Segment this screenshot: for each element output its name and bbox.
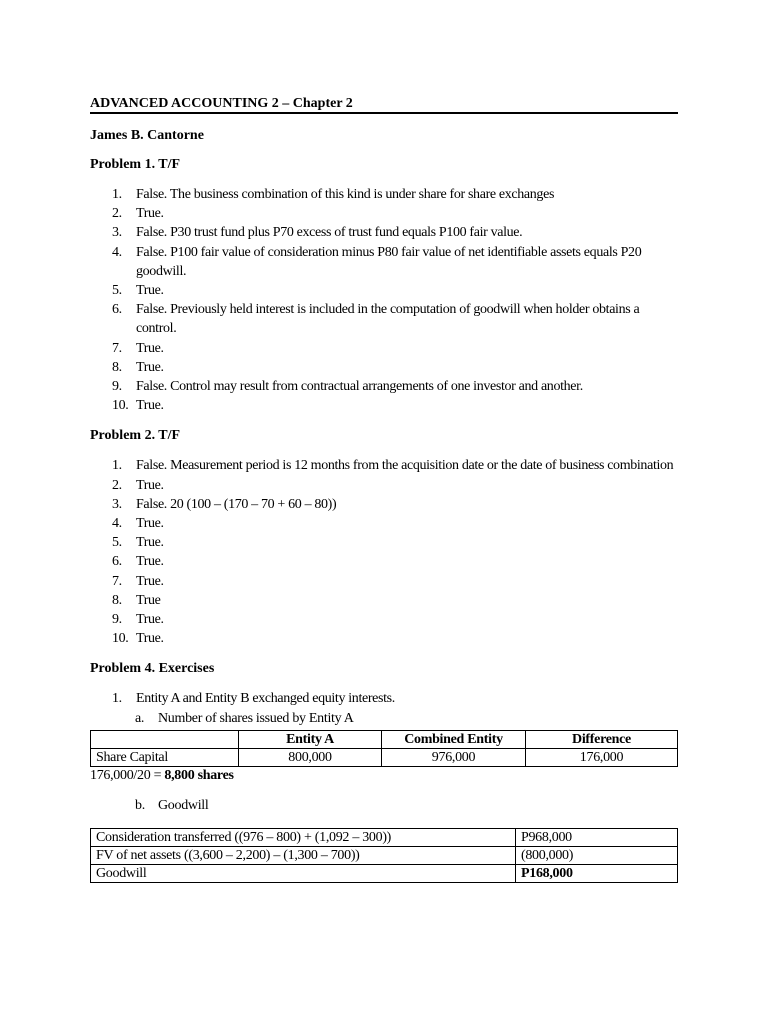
table-cell: Consideration transferred ((976 – 800) + (1,092 – 300)) <box>91 828 516 846</box>
calculation-result: 8,800 shares <box>164 767 234 783</box>
list-item <box>90 339 678 358</box>
table-cell: FV of net assets ((3,600 – 2,200) – (1,300 – 700)) <box>91 846 516 864</box>
goodwill-table <box>90 828 678 883</box>
table-row <box>91 748 678 766</box>
item-text: False. P100 fair value of consideration minus P80 fair value of net identifiable assets equals P20 goodwill. <box>136 244 642 279</box>
item-text: True. <box>136 206 164 222</box>
problem-1-heading: Problem 1. T/F <box>90 157 181 172</box>
shares-calculation <box>90 767 678 784</box>
list-item <box>90 591 678 610</box>
item-text: Entity A and Entity B exchanged equity interests. <box>136 691 395 707</box>
sub-item-a <box>90 709 678 728</box>
table-row <box>91 828 678 846</box>
list-item <box>90 495 678 514</box>
item-number: 6. <box>112 554 122 570</box>
item-number: 8. <box>112 592 122 608</box>
item-number: 1. <box>112 458 122 474</box>
item-text: False. Previously held interest is included in the computation of goodwill when holder obtains a control. <box>136 302 640 337</box>
item-number: 5. <box>112 535 122 551</box>
calculation-text: 176,000/20 = <box>90 767 165 783</box>
item-text: True <box>136 592 161 608</box>
item-number: 8. <box>112 359 122 375</box>
table-cell: Share Capital <box>91 748 239 766</box>
list-item <box>90 533 678 552</box>
item-text: True. <box>136 554 164 570</box>
item-number: 2. <box>112 206 122 222</box>
item-text: True. <box>136 516 164 532</box>
sub-item-letter: b. <box>135 797 145 813</box>
list-item <box>90 281 678 300</box>
document-page <box>90 95 678 883</box>
item-number: 6. <box>112 302 122 318</box>
list-item <box>90 377 678 396</box>
item-text: True. <box>136 340 164 356</box>
item-text: False. P30 trust fund plus P70 excess of trust fund equals P100 fair value. <box>136 225 523 241</box>
list-item <box>90 358 678 377</box>
table-cell: Goodwill <box>91 864 516 882</box>
list-item <box>90 610 678 629</box>
item-number: 3. <box>112 496 122 512</box>
list-item <box>90 185 678 204</box>
list-item <box>90 476 678 495</box>
author-name: James B. Cantorne <box>90 128 204 143</box>
item-text: False. Measurement period is 12 months from the acquisition date or the date of business combination <box>136 458 674 474</box>
item-text: True. <box>136 398 164 414</box>
list-item <box>90 204 678 223</box>
item-number: 7. <box>112 573 122 589</box>
list-item <box>90 629 678 648</box>
item-text: False. Control may result from contractual arrangements of one investor and another. <box>136 379 583 395</box>
table-header-cell <box>91 730 239 748</box>
table-header-cell: Entity A <box>239 730 382 748</box>
item-text: True. <box>136 477 164 493</box>
list-item <box>90 572 678 591</box>
shares-table <box>90 730 678 767</box>
item-text: True. <box>136 631 164 647</box>
table-cell: 976,000 <box>382 748 526 766</box>
table-cell: P968,000 <box>516 828 678 846</box>
problem-1-list <box>90 185 678 415</box>
list-item <box>90 552 678 571</box>
item-text: True. <box>136 359 164 375</box>
table-cell: 800,000 <box>239 748 382 766</box>
item-text: False. 20 (100 – (170 – 70 + 60 – 80)) <box>136 496 337 512</box>
sub-item-letter: a. <box>135 710 145 726</box>
problem-2-heading: Problem 2. T/F <box>90 428 181 444</box>
list-item <box>90 300 678 338</box>
list-item <box>90 456 678 475</box>
item-number: 1. <box>112 691 122 707</box>
item-number: 2. <box>112 477 122 493</box>
table-row <box>91 864 678 882</box>
item-number: 4. <box>112 516 122 532</box>
item-text: True. <box>136 612 164 628</box>
table-cell: 176,000 <box>526 748 678 766</box>
table-header-cell: Combined Entity <box>382 730 526 748</box>
list-item <box>90 396 678 415</box>
problem-4-list <box>90 689 678 708</box>
problem-2-list <box>90 456 678 648</box>
sub-item-text: Goodwill <box>158 797 209 813</box>
sub-item-b <box>90 796 678 815</box>
item-number: 9. <box>112 379 122 395</box>
table-header-row <box>91 730 678 748</box>
item-number: 3. <box>112 225 122 241</box>
item-number: 5. <box>112 283 122 299</box>
item-number: 10. <box>112 631 129 647</box>
problem-4-heading: Problem 4. Exercises <box>90 661 215 677</box>
table-row <box>91 846 678 864</box>
item-number: 1. <box>112 187 122 202</box>
item-text: True. <box>136 573 164 589</box>
list-item <box>90 689 678 708</box>
item-number: 9. <box>112 612 122 628</box>
item-number: 7. <box>112 340 122 356</box>
list-item <box>90 223 678 242</box>
item-text: False. The business combination of this kind is under share for share exchanges <box>136 187 555 202</box>
table-cell: P168,000 <box>516 864 678 882</box>
item-text: True. <box>136 283 164 299</box>
list-item <box>90 243 678 281</box>
table-cell: (800,000) <box>516 846 678 864</box>
item-number: 4. <box>112 244 122 260</box>
item-text: True. <box>136 535 164 551</box>
list-item <box>90 514 678 533</box>
sub-item-text: Number of shares issued by Entity A <box>158 710 354 726</box>
table-header-cell: Difference <box>526 730 678 748</box>
item-number: 10. <box>112 398 129 414</box>
document-title: ADVANCED ACCOUNTING 2 – Chapter 2 <box>90 95 678 114</box>
